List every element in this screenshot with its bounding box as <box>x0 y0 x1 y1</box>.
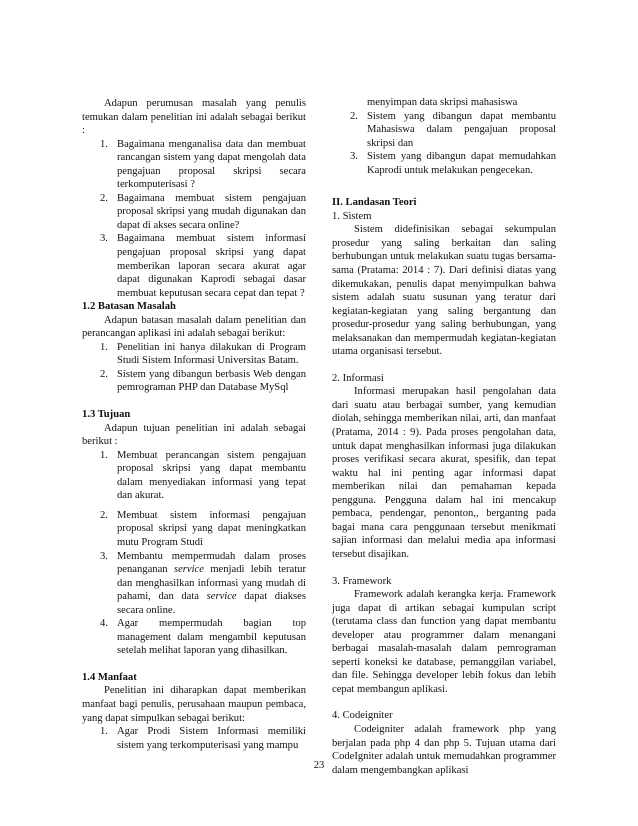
manfaat-paragraph: Penelitian ini diharapkan dapat memberikan manfaat bagi penulis, perusahaan maupun pembaca, yang dapat simpulkan sebagai berikut: <box>82 685 306 724</box>
sistem-paragraph: Sistem didefinisikan sebagai sekumpulan prosedur yang saling berkaitan dan saling berhubungan untuk melakukan suatu tugas bersama-sama (Pratama: 2014 : 7). Dari definisi diatas yang dikemukakan, penulis dapat menyimpulkan bahwa sistem adalah suatu susunan yang teratur dari kegiatan-kegiatan yang saling bergantung dan prosedur-prosedur yang saling berhubungan, yang melaksanakan dan mempermudah kegiatan-kegiatan utama organisasi tersebut. <box>332 224 556 358</box>
list-item: 3. Sistem yang dibangun dapat memudahkan Kaprodi untuk melakukan pengecekan. <box>350 151 556 176</box>
problem-list <box>82 138 306 301</box>
informasi-paragraph: Informasi merupakan hasil pengolahan data dari suatu atau berbagai sumber, yang kemudian diolah, sehingga memberikan nilai, arti, dan manfaat (Pratama, 2014 : 9). Pada proses pengolahan data, untuk dapat menghasilkan informasi juga dilakukan proses verifikasi secara akurat, spesifik, dan tepat waktu hal ini penting agar informasi dapat memberikan nilai dan pemahaman kepada pengguna. Pengguna dalam hal ini mencakup pembaca, pendengar, penonton,, bergantng pada bagai mana cara penggunaan tersebut menikmati sajian informasi dan melalui media apa informasi tersebut disajikan. <box>332 386 556 560</box>
list-item: 3. Membantu mempermudah dalam proses penanganan service menjadi lebih teratur dan menghasilkan informasi yang mudah di pahami, dan data service dapat diakses secara online. <box>100 550 306 616</box>
page-number: 23 <box>313 760 325 771</box>
codeigniter-paragraph: Codeigniter adalah framework php yang berjalan pada php 4 dan php 5. Tujuan utama dari CodeIgniter adalah untuk memudahkan programmer dalam mengembangkan aplikasi <box>332 723 556 776</box>
list-item: 2. Membuat sistem informasi pengajuan proposal skripsi yang dapat meningkatkan mutu Program Studi <box>100 509 306 548</box>
section-heading-landasan: II. Landasan Teori <box>332 197 417 209</box>
list-item: 3. Bagaimana membuat sistem informasi pengajuan proposal skripsi yang dapat memberikan laporan secara akurat agar dapat digunakan Kaprodi sebagai dasar membuat keputusan secara cepat dan tepat ? <box>100 233 306 299</box>
subsection-label-framework: 3. Framework <box>332 575 392 587</box>
right-column <box>332 96 556 777</box>
manfaat-list <box>82 725 306 752</box>
section-heading-manfaat: 1.4 Manfaat <box>82 671 137 683</box>
left-column <box>82 97 306 752</box>
section-heading-tujuan: 1.3 Tujuan <box>82 409 131 421</box>
list-item: 1. Penelitian ini hanya dilakukan di Program Studi Sistem Informasi Universitas Batam. <box>100 341 306 367</box>
manfaat-list-continued <box>332 110 556 178</box>
list-item: 2. Bagaimana membuat sistem pengajuan proposal skripsi yang mudah digunakan dan dapat di akses secara online? <box>100 192 306 231</box>
framework-paragraph: Framework adalah kerangka kerja. Framework juga dapat di artikan sebagai kumpulan script (terutama class dan function yang dapat membantu developer atau programmer dalam menangani berbagai masalah-masalah dalam pemrograman seperti koneksi ke database, pemanggilan variabel, dan file. Sehingga developer lebih fokus dan lebih cepat membangun aplikasi. <box>332 589 556 695</box>
batasan-paragraph: Adapun batasan masalah dalam penelitian dan perancangan aplikasi ini adalah sebagai berikut: <box>82 314 306 340</box>
list-item: 4. Agar mempermudah bagian top management dalam mengambil keputusan setelah melihat laporan yang dihasilkan. <box>100 618 306 657</box>
subsection-label-sistem: 1. Sistem <box>332 210 372 222</box>
tujuan-list <box>82 449 306 658</box>
tujuan-paragraph: Adapun tujuan penelitian ini adalah sebagai berikut : <box>82 422 306 448</box>
continuation-text: menyimpan data skripsi mahasiswa <box>367 97 518 108</box>
batasan-list <box>82 341 306 395</box>
section-heading-batasan: 1.2 Batasan Masalah <box>82 301 176 313</box>
list-item: 1. Agar Prodi Sistem Informasi memiliki sistem yang terkomputerisasi yang mampu <box>100 726 306 751</box>
list-item: 1. Membuat perancangan sistem pengajuan proposal skripsi yang dapat membantu dalam menyediakan informasi yang tepat dan akurat. <box>100 449 306 502</box>
subsection-label-informasi: 2. Informasi <box>332 372 384 384</box>
subsection-label-codeigniter: 4. Codeigniter <box>332 710 393 722</box>
list-item: 2. Sistem yang dibangun berbasis Web dengan pemrograman PHP dan Database MySql <box>100 368 306 394</box>
intro-paragraph: Adapun perumusan masalah yang penulis temukan dalam penelitian ini adalah sebagai berikut : <box>82 98 306 137</box>
list-item: 1. Bagaimana menganalisa data dan membuat rancangan sistem yang dapat mengolah data pengajuan proposal skripsi secara terkomputerisasi ? <box>100 138 306 191</box>
list-item: 2. Sistem yang dibangun dapat membantu Mahasiswa dalam pengajuan proposal skripsi dan <box>350 110 556 149</box>
